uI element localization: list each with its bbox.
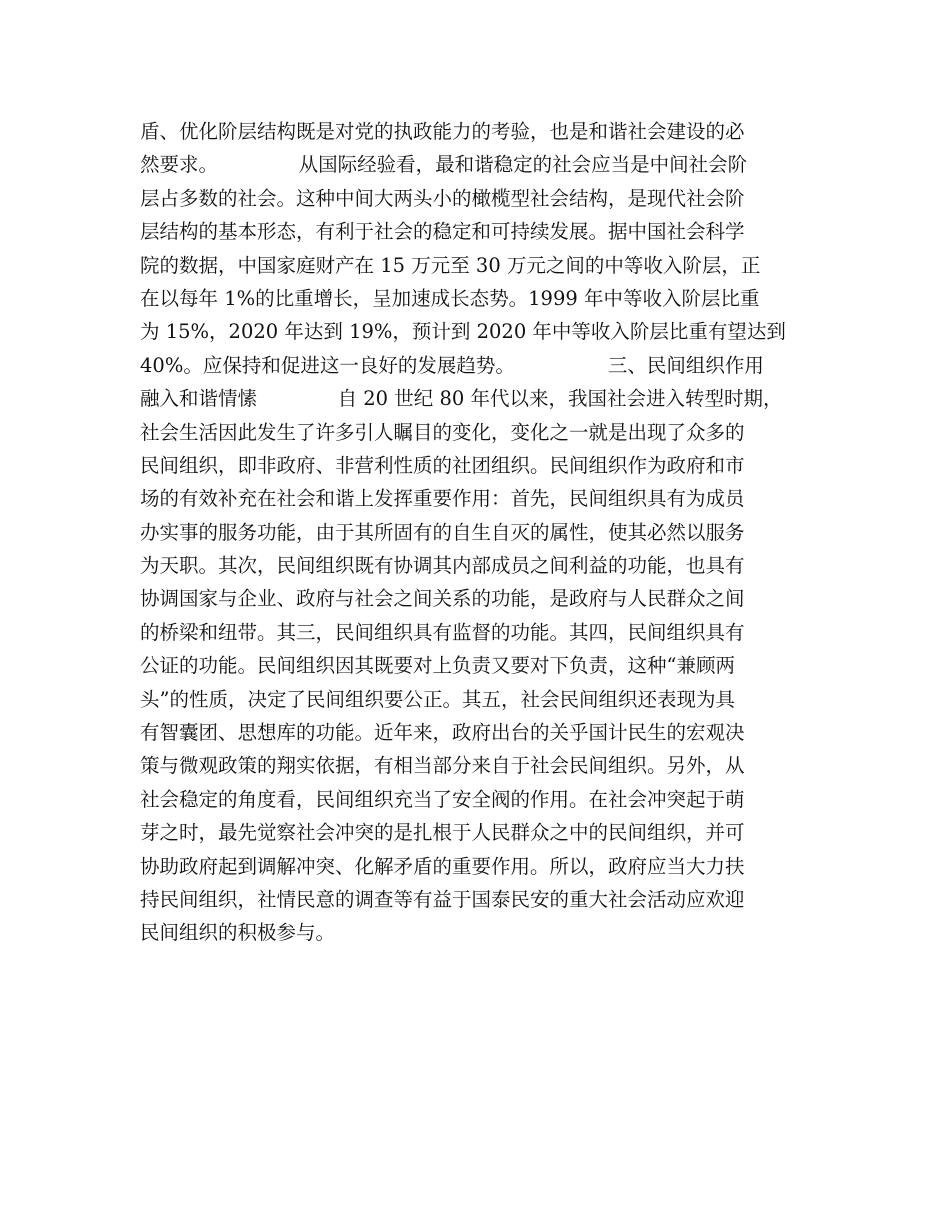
text-line: 社会生活因此发生了许多引人瞩目的变化，变化之一就是出现了众多的 <box>140 420 745 444</box>
text-line: 办实事的服务功能，由于其所固有的自生自灭的属性，使其必然以服务 <box>140 520 745 544</box>
text-line: 的桥梁和纽带。其三，民间组织具有监督的功能。其四，民间组织具有 <box>140 620 745 644</box>
text-line: 院的数据，中国家庭财产在 15 万元至 30 万元之间的中等收入阶层，正 <box>140 253 761 277</box>
text-line: 芽之时，最先觉察社会冲突的是扎根于人民群众之中的民间组织，并可 <box>140 821 745 845</box>
text-line: 为天职。其次，民间组织既有协调其内部成员之间利益的功能，也具有 <box>140 554 745 578</box>
body-text <box>140 115 820 950</box>
text-line: 40%。应保持和促进这一良好的发展趋势。 三、民间组织作用 <box>140 353 764 377</box>
text-line: 民间组织，即非政府、非营利性质的社团组织。民间组织作为政府和市 <box>140 453 745 477</box>
text-line: 协助政府起到调解冲突、化解矛盾的重要作用。所以，政府应当大力扶 <box>140 854 745 878</box>
text-line: 有智囊团、思想库的功能。近年来，政府出台的关乎国计民生的宏观决 <box>140 721 745 745</box>
text-line: 在以每年 1%的比重增长，呈加速成长态势。1999 年中等收入阶层比重 <box>140 286 760 310</box>
text-line: 民间组织的积极参与。 <box>140 921 336 945</box>
text-line: 公证的功能。民间组织因其既要对上负责又要对下负责，这种“兼顾两 <box>140 654 735 678</box>
text-line: 层占多数的社会。这种中间大两头小的橄榄型社会结构，是现代社会阶 <box>140 186 745 210</box>
text-line: 协调国家与企业、政府与社会之间关系的功能，是政府与人民群众之间 <box>140 587 745 611</box>
text-line: 然要求。 从国际经验看，最和谐稳定的社会应当是中间社会阶 <box>140 153 748 177</box>
text-line: 持民间组织，社情民意的调查等有益于国泰民安的重大社会活动应欢迎 <box>140 887 745 911</box>
text-line: 头”的性质，决定了民间组织要公正。其五，社会民间组织还表现为具 <box>140 687 735 711</box>
text-line: 盾、优化阶层结构既是对党的执政能力的考验，也是和谐社会建设的必 <box>140 120 745 143</box>
text-line: 融入和谐情愫 自 20 世纪 80 年代以来，我国社会进入转型时期， <box>140 387 783 411</box>
text-line: 策与微观政策的翔实依据，有相当部分来自于社会民间组织。另外，从 <box>140 754 745 778</box>
text-line: 场的有效补充在社会和谐上发挥重要作用：首先，民间组织具有为成员 <box>140 487 745 511</box>
text-line: 社会稳定的角度看，民间组织充当了安全阀的作用。在社会冲突起于萌 <box>140 787 745 811</box>
text-line: 为 15%，2020 年达到 19%，预计到 2020 年中等收入阶层比重有望达到 <box>140 320 786 344</box>
text-line: 层结构的基本形态，有利于社会的稳定和可持续发展。据中国社会科学 <box>140 220 745 244</box>
